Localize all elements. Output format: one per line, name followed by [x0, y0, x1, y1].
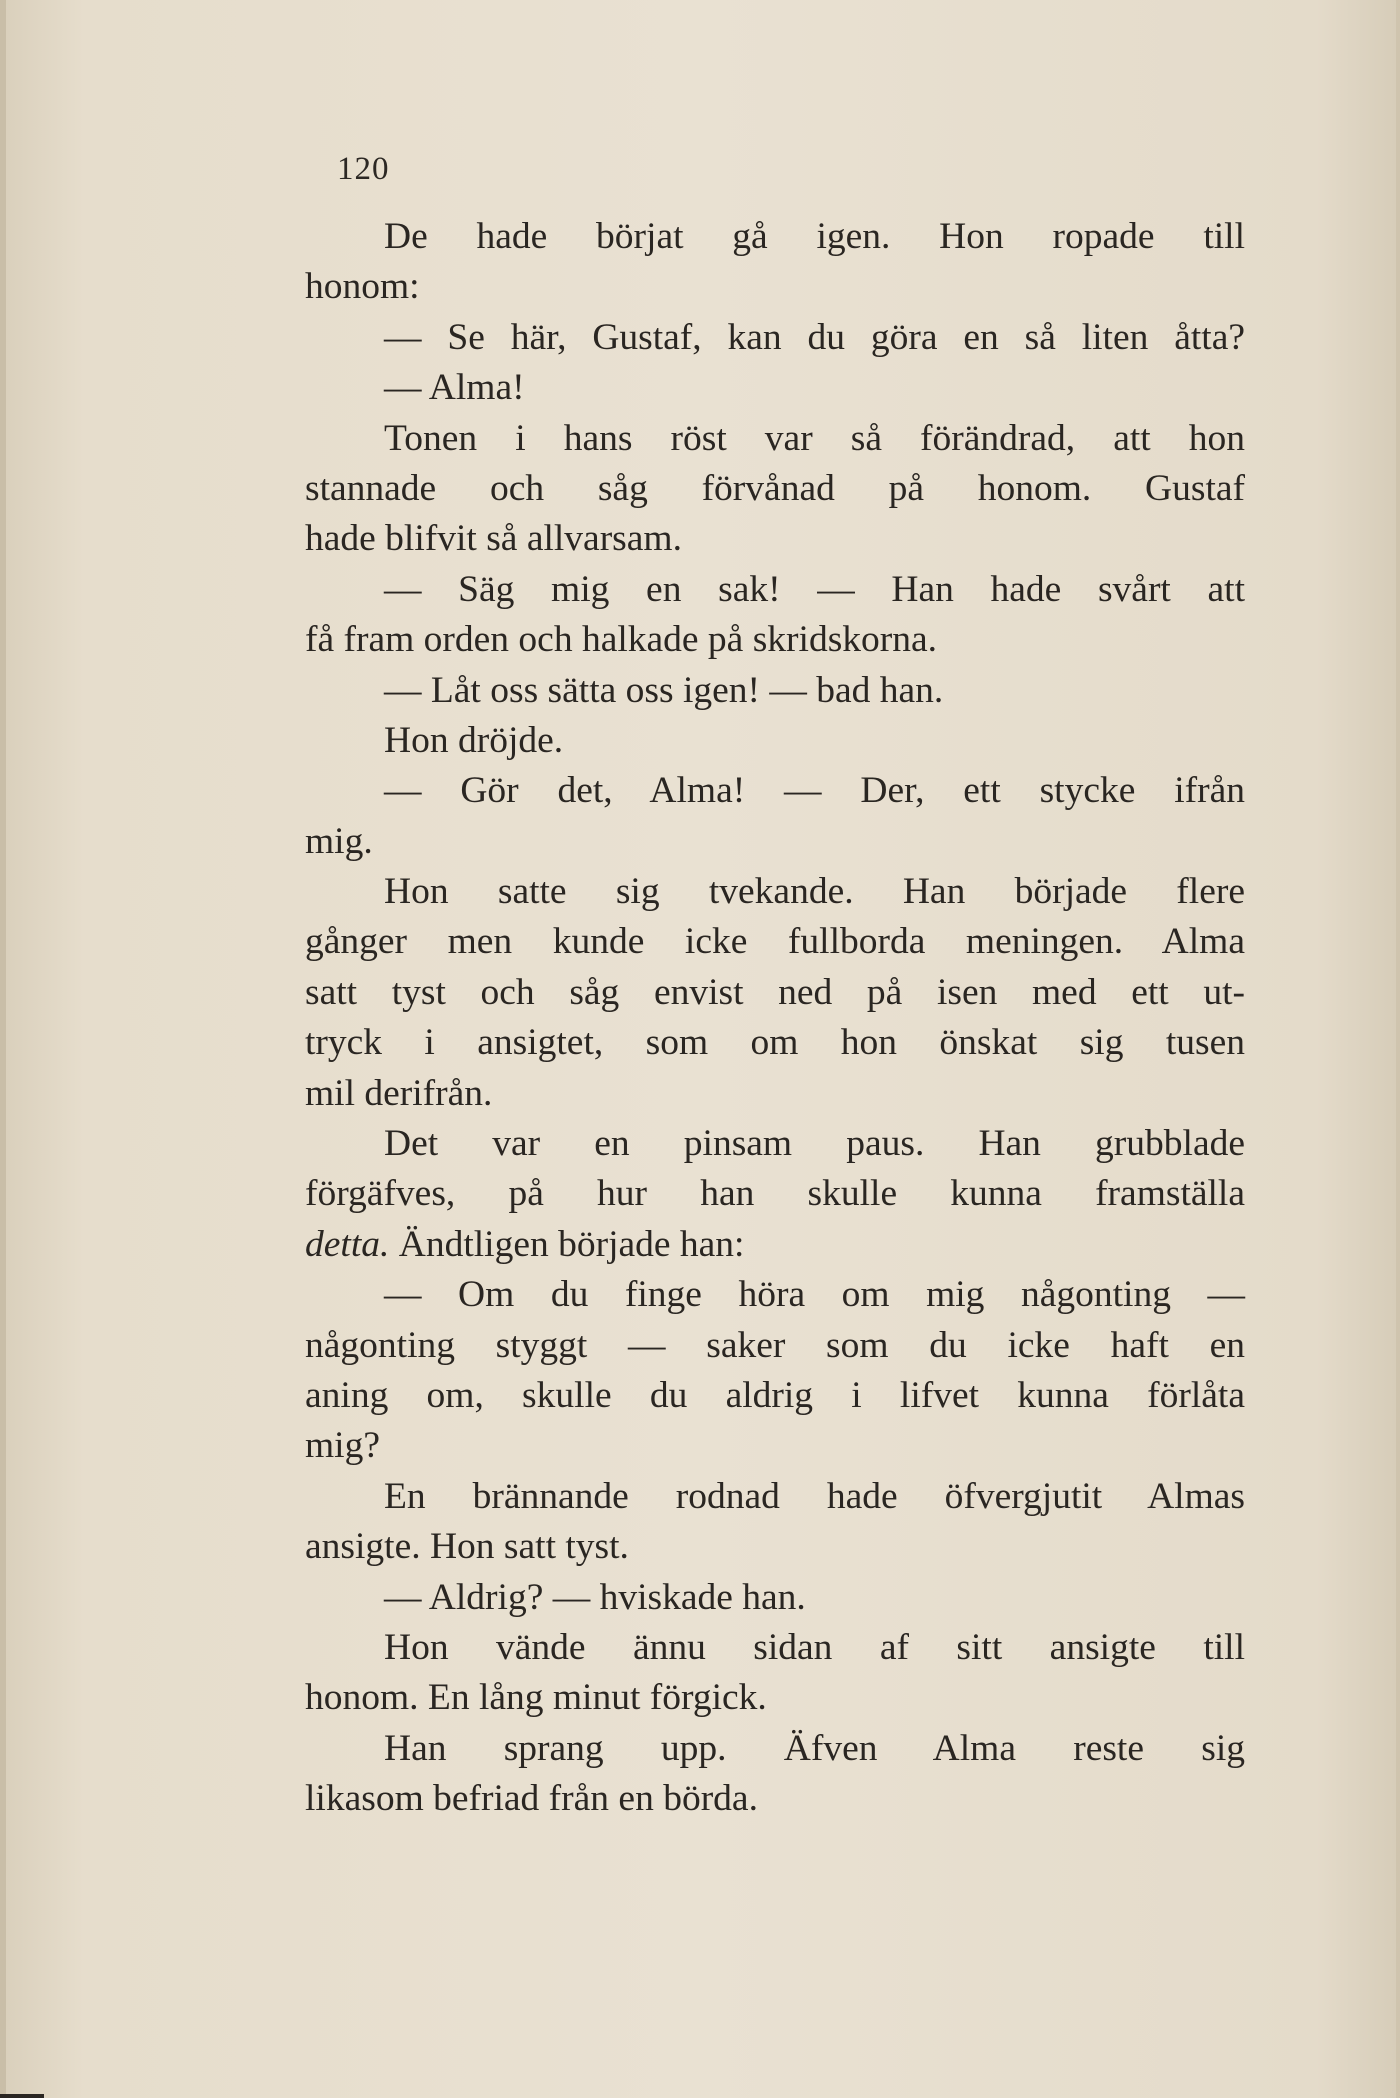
text-line: aning om, skulle du aldrig i lifvet kunna förlåta — [305, 1374, 1245, 1416]
page-right-edge — [1396, 0, 1400, 2098]
italic-word: detta. — [305, 1223, 390, 1265]
page-left-edge — [0, 0, 6, 2098]
text-line: Hon dröjde. — [384, 719, 564, 761]
text-line: En brännande rodnad hade öfvergjutit Almas — [384, 1475, 1245, 1517]
text-line: någonting styggt — saker som du icke haft en — [305, 1324, 1245, 1366]
text-line: — Låt oss sätta oss igen! — bad han. — [384, 669, 944, 711]
text-line: Han sprang upp. Äfven Alma reste sig — [384, 1727, 1245, 1769]
body-text — [305, 212, 1245, 1825]
text-line: mil derifrån. — [305, 1072, 493, 1114]
text-line: förgäfves, på hur han skulle kunna framställa — [305, 1173, 1245, 1215]
text-line — [305, 1220, 1245, 1270]
text-line: — Om du finge höra om mig någonting — — [384, 1274, 1245, 1316]
text-line: likasom befriad från en börda. — [305, 1778, 758, 1820]
text-line: De hade börjat gå igen. Hon ropade till — [384, 216, 1245, 257]
text-line: — Alma! — [384, 367, 525, 409]
text-line: gånger men kunde icke fullborda meningen. Alma — [305, 921, 1245, 963]
text-line: mig. — [305, 820, 373, 862]
text-line: — Gör det, Alma! — Der, ett stycke ifrån — [384, 770, 1245, 812]
text-line: Det var en pinsam paus. Han grubblade — [384, 1123, 1245, 1165]
text-line: tryck i ansigtet, som om hon önskat sig tusen — [305, 1022, 1245, 1064]
text-line-rest: Ändtligen började han: — [389, 1223, 745, 1265]
text-line: stannade och såg förvånad på honom. Gustaf — [305, 467, 1245, 509]
text-line: — Aldrig? — hviskade han. — [384, 1576, 806, 1618]
text-line: hade blifvit så allvarsam. — [305, 518, 682, 560]
corner-mark — [0, 2094, 44, 2098]
text-line: ansigte. Hon satt tyst. — [305, 1526, 629, 1568]
text-line: satt tyst och såg envist ned på isen med ett ut- — [305, 971, 1245, 1013]
text-line: honom: — [305, 266, 420, 308]
text-line: — Säg mig en sak! — Han hade svårt att — [384, 568, 1245, 610]
page-number: 120 — [337, 151, 390, 187]
text-line: mig? — [305, 1425, 380, 1467]
text-line: honom. En lång minut förgick. — [305, 1677, 767, 1719]
text-line: Hon vände ännu sidan af sitt ansigte till — [384, 1626, 1245, 1668]
text-line: — Se här, Gustaf, kan du göra en så liten åtta? — [384, 316, 1245, 358]
text-line: Hon satte sig tvekande. Han började flere — [384, 871, 1245, 913]
text-line: få fram orden och halkade på skridskorna. — [305, 619, 938, 661]
text-line: Tonen i hans röst var så förändrad, att hon — [384, 417, 1245, 459]
